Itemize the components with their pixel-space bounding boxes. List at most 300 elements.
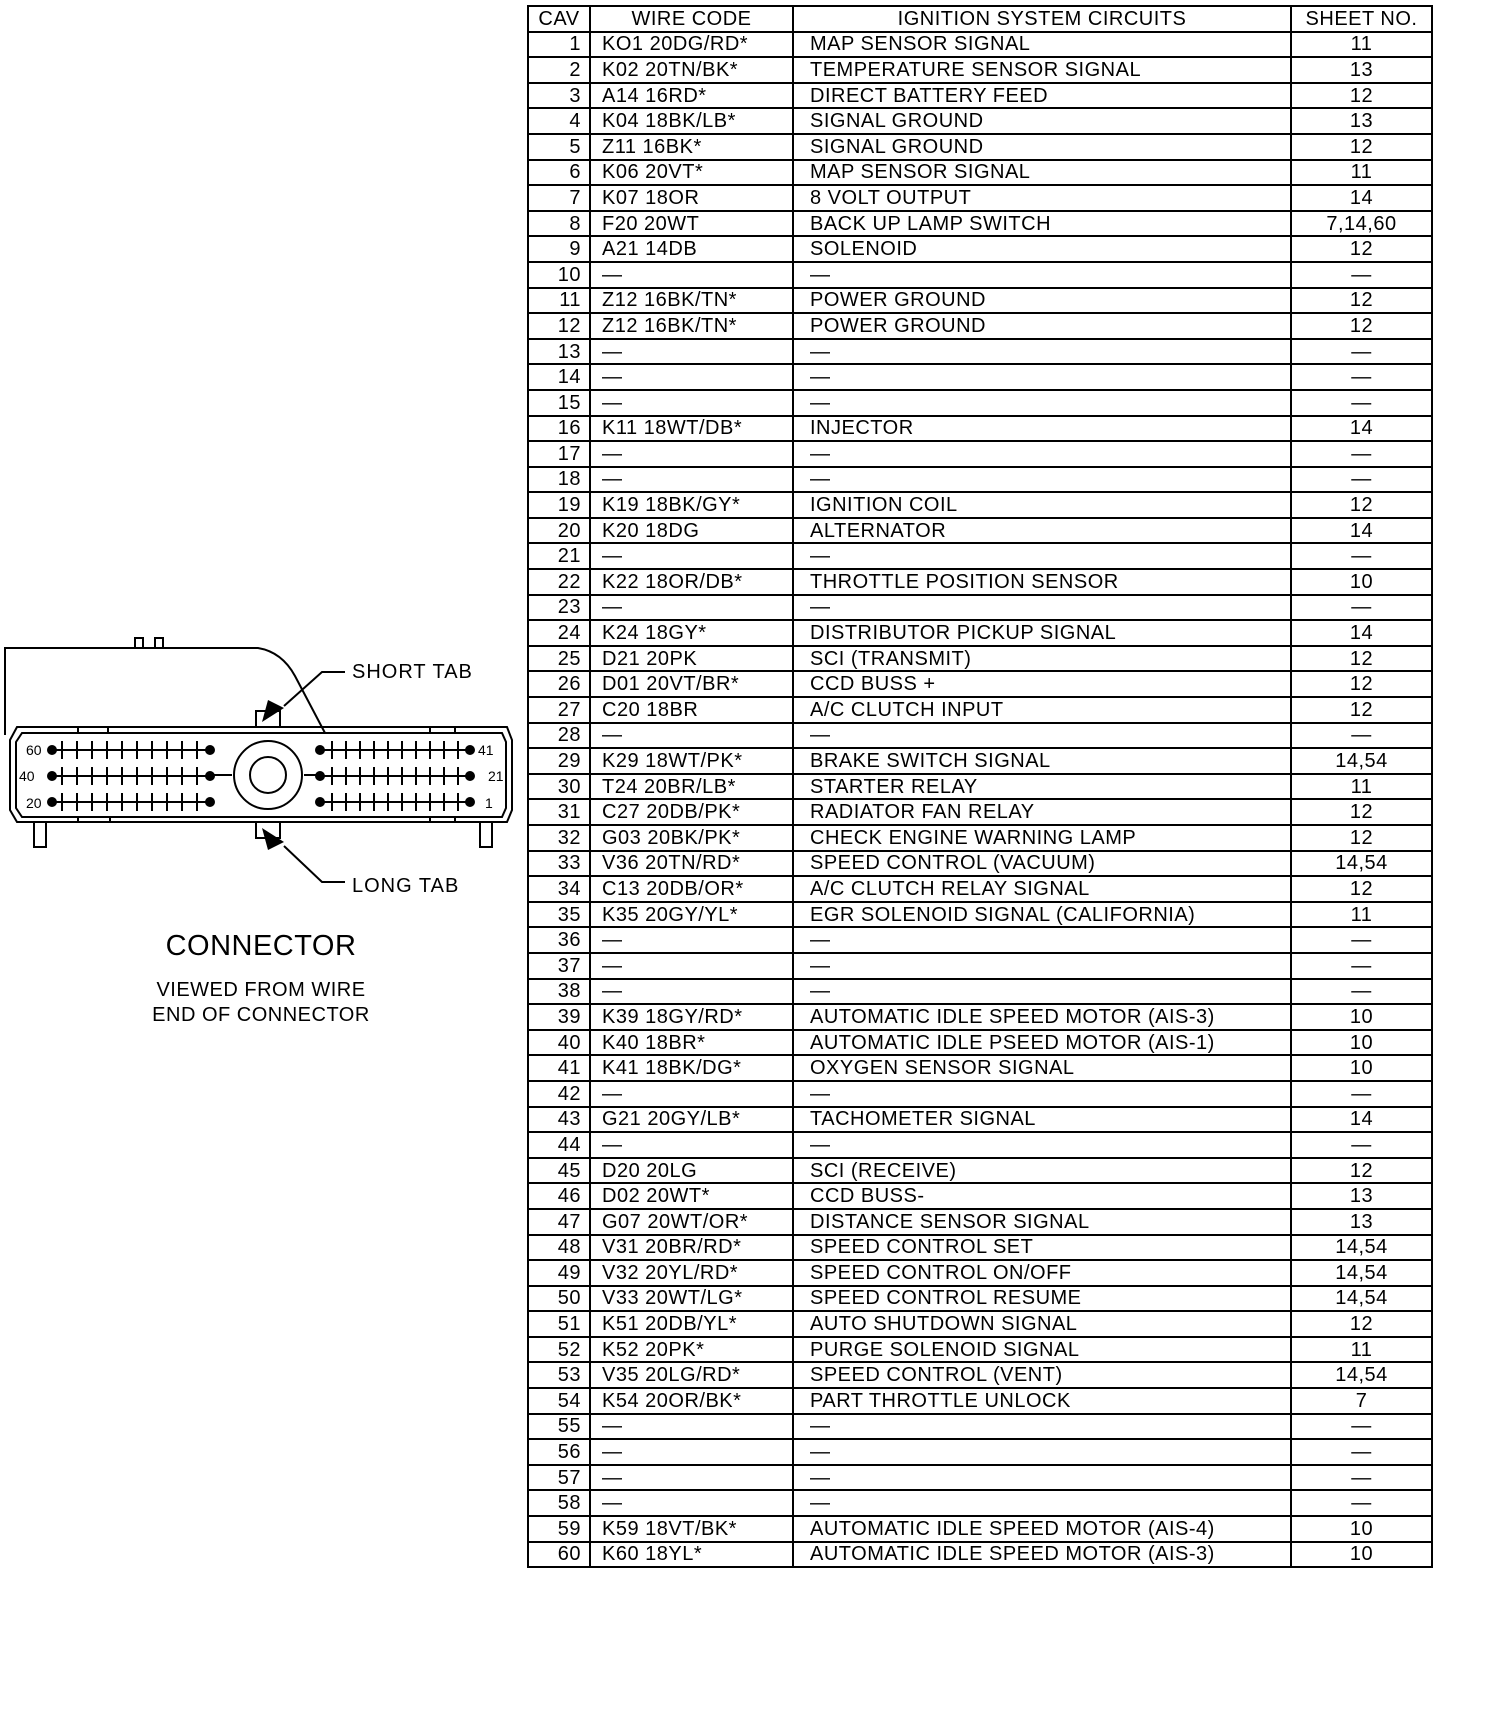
table-row [528, 825, 1432, 851]
cell-sheet: 10 [1291, 1516, 1432, 1542]
cell-circuit: STARTER RELAY [793, 774, 1291, 800]
table-row [528, 876, 1432, 902]
cell-circuit: AUTO SHUTDOWN SIGNAL [793, 1311, 1291, 1337]
cell-cav: 42 [528, 1081, 590, 1107]
table-row [528, 1542, 1432, 1568]
table-row [528, 108, 1432, 134]
cell-circuit: ALTERNATOR [793, 518, 1291, 544]
cell-cav: 26 [528, 671, 590, 697]
table-row [528, 1260, 1432, 1286]
center-bolt-inner [250, 757, 286, 793]
table-row [528, 620, 1432, 646]
cell-circuit: AUTOMATIC IDLE SPEED MOTOR (AIS-3) [793, 1004, 1291, 1030]
cell-circuit: AUTOMATIC IDLE PSEED MOTOR (AIS-1) [793, 1030, 1291, 1056]
cell-wire-code: K39 18GY/RD* [590, 1004, 793, 1030]
table-row [528, 979, 1432, 1005]
cell-sheet: 7 [1291, 1388, 1432, 1414]
cell-wire-code: A21 14DB [590, 236, 793, 262]
cell-sheet: 7,14,60 [1291, 211, 1432, 237]
header-wire-code: WIRE CODE [590, 6, 793, 32]
table-row [528, 1081, 1432, 1107]
cell-circuit: A/C CLUTCH INPUT [793, 697, 1291, 723]
cell-sheet: 12 [1291, 313, 1432, 339]
harness-clip-1 [135, 638, 143, 648]
cell-circuit: A/C CLUTCH RELAY SIGNAL [793, 876, 1291, 902]
cell-cav: 55 [528, 1414, 590, 1440]
cell-cav: 20 [528, 518, 590, 544]
cell-wire-code: — [590, 467, 793, 493]
table-row [528, 697, 1432, 723]
cell-sheet: — [1291, 390, 1432, 416]
table-row [528, 646, 1432, 672]
table-row [528, 32, 1432, 58]
pin-label-21: 21 [488, 768, 504, 784]
cell-wire-code: K59 18VT/BK* [590, 1516, 793, 1542]
table-row [528, 441, 1432, 467]
cell-wire-code: G03 20BK/PK* [590, 825, 793, 851]
cell-sheet: 14,54 [1291, 851, 1432, 877]
cell-circuit: 8 VOLT OUTPUT [793, 185, 1291, 211]
table-row [528, 902, 1432, 928]
table-row [528, 1158, 1432, 1184]
cell-circuit: — [793, 339, 1291, 365]
cell-cav: 4 [528, 108, 590, 134]
harness-clip-2 [155, 638, 163, 648]
cell-cav: 23 [528, 595, 590, 621]
cell-circuit: SPEED CONTROL (VENT) [793, 1362, 1291, 1388]
cell-wire-code: K04 18BK/LB* [590, 108, 793, 134]
cell-circuit: — [793, 979, 1291, 1005]
cell-circuit: IGNITION COIL [793, 492, 1291, 518]
cell-wire-code: — [590, 364, 793, 390]
pin-dot [466, 798, 474, 806]
cell-wire-code: — [590, 339, 793, 365]
cell-sheet: 14 [1291, 518, 1432, 544]
cell-circuit: — [793, 1132, 1291, 1158]
connector-leg-left [34, 822, 46, 847]
cell-circuit: — [793, 1465, 1291, 1491]
cell-wire-code: D20 20LG [590, 1158, 793, 1184]
cell-sheet: 11 [1291, 774, 1432, 800]
cell-circuit: DISTANCE SENSOR SIGNAL [793, 1209, 1291, 1235]
cell-cav: 45 [528, 1158, 590, 1184]
cell-wire-code: K19 18BK/GY* [590, 492, 793, 518]
cell-wire-code: C27 20DB/PK* [590, 799, 793, 825]
cell-circuit: — [793, 1490, 1291, 1516]
cell-circuit: AUTOMATIC IDLE SPEED MOTOR (AIS-4) [793, 1516, 1291, 1542]
cell-cav: 40 [528, 1030, 590, 1056]
header-cav: CAV [528, 6, 590, 32]
cell-cav: 54 [528, 1388, 590, 1414]
cell-cav: 22 [528, 569, 590, 595]
cell-circuit: INJECTOR [793, 416, 1291, 442]
cell-cav: 16 [528, 416, 590, 442]
cell-sheet: 14,54 [1291, 1286, 1432, 1312]
cell-cav: 11 [528, 288, 590, 314]
cell-sheet: — [1291, 339, 1432, 365]
cell-wire-code: K54 20OR/BK* [590, 1388, 793, 1414]
cell-circuit: BACK UP LAMP SWITCH [793, 211, 1291, 237]
cell-wire-code: V33 20WT/LG* [590, 1286, 793, 1312]
cell-circuit: OXYGEN SENSOR SIGNAL [793, 1055, 1291, 1081]
pin-label-41: 41 [478, 742, 494, 758]
cell-wire-code: V31 20BR/RD* [590, 1235, 793, 1261]
cell-circuit: DIRECT BATTERY FEED [793, 83, 1291, 109]
cell-wire-code: V36 20TN/RD* [590, 851, 793, 877]
table-row [528, 1209, 1432, 1235]
cell-circuit: SCI (TRANSMIT) [793, 646, 1291, 672]
cell-circuit: — [793, 1439, 1291, 1465]
table-row [528, 57, 1432, 83]
table-row [528, 185, 1432, 211]
cell-circuit: AUTOMATIC IDLE SPEED MOTOR (AIS-3) [793, 1542, 1291, 1568]
cell-wire-code: — [590, 1465, 793, 1491]
header-circuits: IGNITION SYSTEM CIRCUITS [793, 6, 1291, 32]
cell-sheet: 12 [1291, 1311, 1432, 1337]
cell-cav: 30 [528, 774, 590, 800]
cell-sheet: 13 [1291, 1209, 1432, 1235]
pin-dot [206, 772, 214, 780]
cell-wire-code: K40 18BR* [590, 1030, 793, 1056]
cell-sheet: — [1291, 441, 1432, 467]
cell-sheet: 12 [1291, 697, 1432, 723]
pin-dot [206, 798, 214, 806]
long-tab-leader [284, 846, 345, 882]
table-row [528, 1388, 1432, 1414]
cell-circuit: CCD BUSS + [793, 671, 1291, 697]
cell-sheet: — [1291, 467, 1432, 493]
cell-sheet: 12 [1291, 492, 1432, 518]
cell-circuit: SIGNAL GROUND [793, 134, 1291, 160]
table-row [528, 211, 1432, 237]
cell-sheet: — [1291, 953, 1432, 979]
cell-circuit: — [793, 467, 1291, 493]
table-row [528, 364, 1432, 390]
table-body [528, 32, 1432, 1568]
cell-wire-code: K02 20TN/BK* [590, 57, 793, 83]
table-row [528, 390, 1432, 416]
cell-sheet: 13 [1291, 57, 1432, 83]
cell-sheet: 12 [1291, 1158, 1432, 1184]
cell-sheet: — [1291, 1490, 1432, 1516]
pin-label-20: 20 [26, 795, 42, 811]
cell-circuit: CHECK ENGINE WARNING LAMP [793, 825, 1291, 851]
cell-circuit: — [793, 390, 1291, 416]
table-row [528, 595, 1432, 621]
cell-cav: 27 [528, 697, 590, 723]
pin-dot [48, 772, 56, 780]
cell-sheet: — [1291, 364, 1432, 390]
cell-sheet: 14,54 [1291, 1260, 1432, 1286]
cell-wire-code: — [590, 979, 793, 1005]
cell-cav: 6 [528, 160, 590, 186]
cell-sheet: 11 [1291, 160, 1432, 186]
cell-wire-code: — [590, 441, 793, 467]
cell-wire-code: F20 20WT [590, 211, 793, 237]
table-row [528, 518, 1432, 544]
cell-sheet: 10 [1291, 1055, 1432, 1081]
cell-cav: 12 [528, 313, 590, 339]
cell-sheet: — [1291, 1439, 1432, 1465]
cell-circuit: DISTRIBUTOR PICKUP SIGNAL [793, 620, 1291, 646]
pin-dot [48, 746, 56, 754]
cell-wire-code: K06 20VT* [590, 160, 793, 186]
pinout-table [527, 5, 1433, 1568]
pin-dot [466, 772, 474, 780]
cell-sheet: 12 [1291, 288, 1432, 314]
cell-sheet: — [1291, 1414, 1432, 1440]
table-row [528, 543, 1432, 569]
pin-label-1: 1 [485, 795, 493, 811]
table-row [528, 1490, 1432, 1516]
cell-sheet: 10 [1291, 1030, 1432, 1056]
table-row [528, 1311, 1432, 1337]
cell-wire-code: K52 20PK* [590, 1337, 793, 1363]
table-row [528, 1516, 1432, 1542]
pin-dot [466, 746, 474, 754]
cell-sheet: 13 [1291, 108, 1432, 134]
cell-sheet: 12 [1291, 83, 1432, 109]
cell-wire-code: K29 18WT/PK* [590, 748, 793, 774]
cell-circuit: RADIATOR FAN RELAY [793, 799, 1291, 825]
cell-sheet: — [1291, 927, 1432, 953]
cell-sheet: 10 [1291, 1004, 1432, 1030]
cell-cav: 7 [528, 185, 590, 211]
cell-sheet: 12 [1291, 876, 1432, 902]
connector-subtitle-line1: VIEWED FROM WIRE [156, 979, 366, 1001]
cell-wire-code: — [590, 1439, 793, 1465]
cell-circuit: — [793, 723, 1291, 749]
cell-sheet: 10 [1291, 1542, 1432, 1568]
cell-circuit: — [793, 441, 1291, 467]
table-row [528, 1030, 1432, 1056]
table-row [528, 1132, 1432, 1158]
table-row [528, 1107, 1432, 1133]
cell-cav: 1 [528, 32, 590, 58]
cell-wire-code: KO1 20DG/RD* [590, 32, 793, 58]
table-row [528, 927, 1432, 953]
center-bolt-outer [234, 741, 302, 809]
cell-sheet: 12 [1291, 671, 1432, 697]
cell-cav: 53 [528, 1362, 590, 1388]
table-row [528, 416, 1432, 442]
cell-wire-code: D02 20WT* [590, 1183, 793, 1209]
cell-sheet: 10 [1291, 569, 1432, 595]
cell-circuit: BRAKE SWITCH SIGNAL [793, 748, 1291, 774]
cell-wire-code: — [590, 1414, 793, 1440]
cell-wire-code: — [590, 723, 793, 749]
cell-circuit: — [793, 364, 1291, 390]
cell-wire-code: — [590, 927, 793, 953]
table-row [528, 1235, 1432, 1261]
cell-cav: 39 [528, 1004, 590, 1030]
cell-cav: 5 [528, 134, 590, 160]
table-row [528, 1183, 1432, 1209]
cell-sheet: 14,54 [1291, 1235, 1432, 1261]
cell-wire-code: — [590, 543, 793, 569]
cell-wire-code: D01 20VT/BR* [590, 671, 793, 697]
cell-circuit: THROTTLE POSITION SENSOR [793, 569, 1291, 595]
cell-sheet: 13 [1291, 1183, 1432, 1209]
cell-sheet: 14 [1291, 416, 1432, 442]
cell-wire-code: — [590, 1132, 793, 1158]
cell-cav: 47 [528, 1209, 590, 1235]
cell-wire-code: K41 18BK/DG* [590, 1055, 793, 1081]
table-row [528, 569, 1432, 595]
cell-cav: 33 [528, 851, 590, 877]
table-row [528, 236, 1432, 262]
cell-wire-code: K35 20GY/YL* [590, 902, 793, 928]
cell-circuit: MAP SENSOR SIGNAL [793, 32, 1291, 58]
connector-subtitle-line2: END OF CONNECTOR [152, 1004, 370, 1026]
table-row [528, 313, 1432, 339]
cell-sheet: 12 [1291, 236, 1432, 262]
cell-cav: 21 [528, 543, 590, 569]
cell-circuit: SPEED CONTROL (VACUUM) [793, 851, 1291, 877]
cell-wire-code: K11 18WT/DB* [590, 416, 793, 442]
cell-circuit: POWER GROUND [793, 288, 1291, 314]
cell-cav: 15 [528, 390, 590, 416]
cell-circuit: SIGNAL GROUND [793, 108, 1291, 134]
cell-sheet: 12 [1291, 134, 1432, 160]
cell-sheet: 12 [1291, 646, 1432, 672]
cell-cav: 10 [528, 262, 590, 288]
cell-circuit: SCI (RECEIVE) [793, 1158, 1291, 1184]
table-row [528, 953, 1432, 979]
cell-wire-code: V32 20YL/RD* [590, 1260, 793, 1286]
cell-wire-code: K51 20DB/YL* [590, 1311, 793, 1337]
cell-circuit: TEMPERATURE SENSOR SIGNAL [793, 57, 1291, 83]
cell-circuit: EGR SOLENOID SIGNAL (CALIFORNIA) [793, 902, 1291, 928]
cell-wire-code: G07 20WT/OR* [590, 1209, 793, 1235]
cell-sheet: 11 [1291, 32, 1432, 58]
cell-wire-code: — [590, 595, 793, 621]
connector-title: CONNECTOR [165, 930, 357, 962]
cell-cav: 60 [528, 1542, 590, 1568]
table-row [528, 851, 1432, 877]
table-row [528, 1465, 1432, 1491]
cell-wire-code: Z12 16BK/TN* [590, 313, 793, 339]
cell-cav: 57 [528, 1465, 590, 1491]
cell-cav: 38 [528, 979, 590, 1005]
pin-dot [48, 798, 56, 806]
table-row [528, 774, 1432, 800]
cell-cav: 29 [528, 748, 590, 774]
long-tab-label: LONG TAB [352, 875, 460, 897]
table-row [528, 1055, 1432, 1081]
cell-wire-code: K20 18DG [590, 518, 793, 544]
cell-cav: 46 [528, 1183, 590, 1209]
table-row [528, 1362, 1432, 1388]
cell-wire-code: — [590, 953, 793, 979]
cell-cav: 43 [528, 1107, 590, 1133]
cell-wire-code: V35 20LG/RD* [590, 1362, 793, 1388]
cell-cav: 48 [528, 1235, 590, 1261]
cell-sheet: — [1291, 1081, 1432, 1107]
cell-cav: 44 [528, 1132, 590, 1158]
cell-sheet: — [1291, 723, 1432, 749]
cell-cav: 36 [528, 927, 590, 953]
connector-leg-right [480, 822, 492, 847]
cell-sheet: 11 [1291, 1337, 1432, 1363]
cell-circuit: — [793, 953, 1291, 979]
table-header-row [528, 6, 1432, 32]
cell-cav: 18 [528, 467, 590, 493]
cell-circuit: — [793, 595, 1291, 621]
cell-cav: 41 [528, 1055, 590, 1081]
table-row [528, 1004, 1432, 1030]
cell-wire-code: G21 20GY/LB* [590, 1107, 793, 1133]
cell-cav: 59 [528, 1516, 590, 1542]
cell-circuit: — [793, 1414, 1291, 1440]
table-row [528, 1439, 1432, 1465]
cell-sheet: 14 [1291, 185, 1432, 211]
cell-circuit: TACHOMETER SIGNAL [793, 1107, 1291, 1133]
cell-cav: 25 [528, 646, 590, 672]
cell-wire-code: Z11 16BK* [590, 134, 793, 160]
table-row [528, 83, 1432, 109]
cell-sheet: — [1291, 1465, 1432, 1491]
table-row [528, 723, 1432, 749]
table-row [528, 492, 1432, 518]
cell-wire-code: T24 20BR/LB* [590, 774, 793, 800]
cell-cav: 32 [528, 825, 590, 851]
cell-cav: 9 [528, 236, 590, 262]
cell-sheet: 14 [1291, 1107, 1432, 1133]
cell-cav: 52 [528, 1337, 590, 1363]
table-row [528, 1286, 1432, 1312]
cell-wire-code: K22 18OR/DB* [590, 569, 793, 595]
cell-wire-code: — [590, 1081, 793, 1107]
table-row [528, 160, 1432, 186]
cell-wire-code: Z12 16BK/TN* [590, 288, 793, 314]
table-row [528, 799, 1432, 825]
cell-wire-code: K07 18OR [590, 185, 793, 211]
cell-wire-code: — [590, 262, 793, 288]
cell-sheet: — [1291, 262, 1432, 288]
cell-circuit: PURGE SOLENOID SIGNAL [793, 1337, 1291, 1363]
cell-cav: 2 [528, 57, 590, 83]
cell-cav: 19 [528, 492, 590, 518]
cell-sheet: 12 [1291, 825, 1432, 851]
cell-cav: 58 [528, 1490, 590, 1516]
pin-label-40: 40 [19, 768, 35, 784]
cell-circuit: PART THROTTLE UNLOCK [793, 1388, 1291, 1414]
cell-wire-code: K24 18GY* [590, 620, 793, 646]
cell-circuit: SOLENOID [793, 236, 1291, 262]
cell-sheet: 14,54 [1291, 748, 1432, 774]
table-row [528, 1414, 1432, 1440]
cell-sheet: 12 [1291, 799, 1432, 825]
header-sheet-no: SHEET NO. [1291, 6, 1432, 32]
table-row [528, 288, 1432, 314]
cell-wire-code: K60 18YL* [590, 1542, 793, 1568]
table-row [528, 748, 1432, 774]
cell-circuit: — [793, 927, 1291, 953]
cell-cav: 31 [528, 799, 590, 825]
short-tab-leader [284, 672, 345, 706]
cell-wire-code: — [590, 390, 793, 416]
cell-cav: 37 [528, 953, 590, 979]
table-row [528, 262, 1432, 288]
cell-cav: 28 [528, 723, 590, 749]
pin-dot [316, 798, 324, 806]
cell-wire-code: C13 20DB/OR* [590, 876, 793, 902]
table-row [528, 134, 1432, 160]
cell-cav: 51 [528, 1311, 590, 1337]
cell-wire-code: C20 18BR [590, 697, 793, 723]
cell-circuit: — [793, 543, 1291, 569]
